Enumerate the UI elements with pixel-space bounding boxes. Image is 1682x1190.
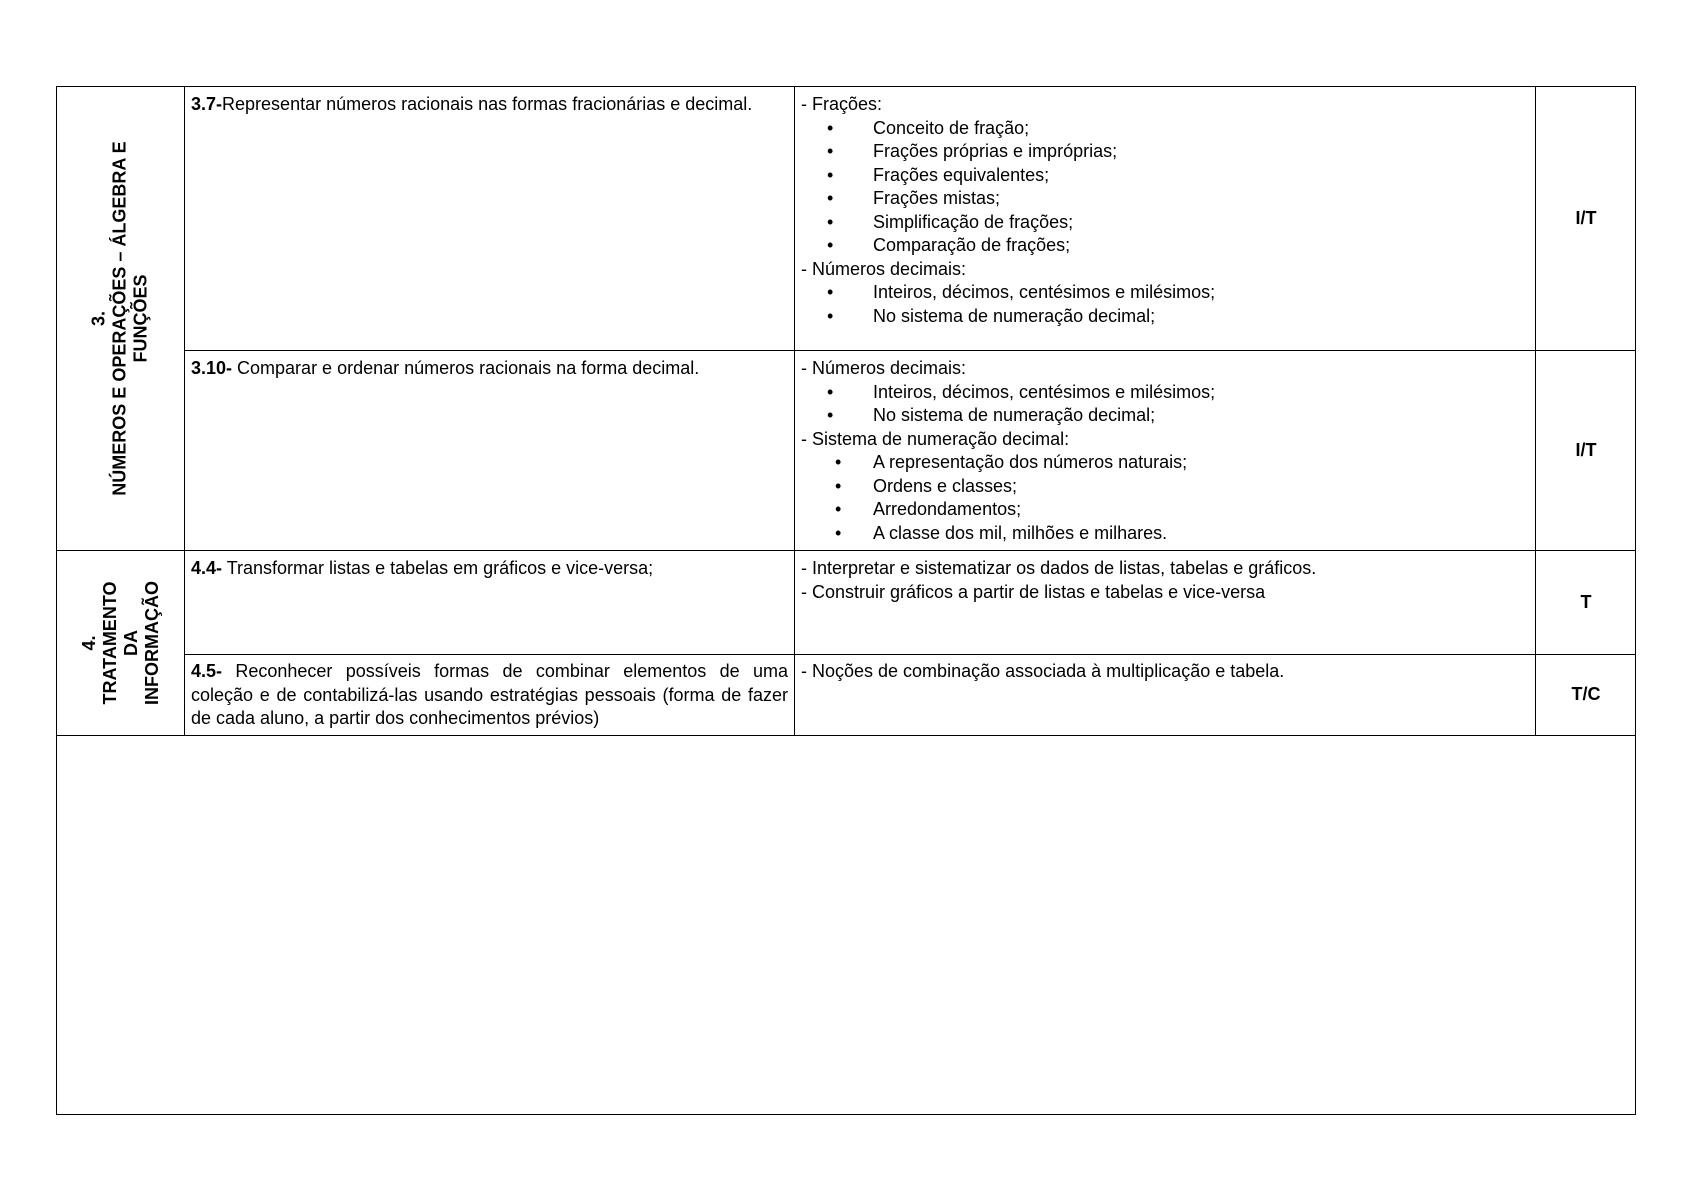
objective-code: 4.5- — [191, 661, 223, 681]
content-heading: - Números decimais: — [801, 358, 967, 378]
curriculum-table — [56, 86, 1636, 1115]
content-line: - Construir gráficos a partir de listas e tabelas e vice-versa — [801, 581, 1266, 602]
area-3-title-line2: FUNÇÕES — [131, 274, 152, 363]
content-heading: - Frações: — [801, 94, 883, 114]
list-item: • Inteiros, décimos, centésimos e milésimos; — [801, 381, 1529, 405]
objective-3-10 — [185, 351, 794, 550]
area-4-title-line3: INFORMAÇÃO — [141, 581, 162, 705]
objective-text: Representar números racionais nas formas fracionárias e decimal. — [222, 94, 753, 114]
list-item: • Frações próprias e impróprias; — [801, 140, 1529, 164]
content-4-5 — [795, 655, 1535, 735]
area-3-title — [57, 87, 184, 550]
list-item: • Inteiros, décimos, centésimos e milésimos; — [801, 281, 1529, 305]
list-item: • A representação dos números naturais; — [801, 451, 1529, 475]
objective-4-4 — [185, 551, 794, 654]
level-4-5 — [1536, 655, 1636, 735]
list-item: • Arredondamentos; — [801, 498, 1529, 522]
area-4-title-line2: DA — [120, 630, 141, 656]
area-4-title-line1: TRATAMENTO — [99, 581, 120, 705]
objective-code: 3.10- — [191, 358, 233, 378]
area-3-title-line1: NÚMEROS E OPERAÇÕES – ÁLGEBRA E — [110, 141, 131, 496]
objective-4-5 — [185, 655, 794, 735]
objective-text: Reconhecer possíveis formas de combinar elementos de uma coleção e de contabilizá-las usando estratégias pessoais (forma de fazer de cada aluno, a partir dos conhecimentos prévios) — [191, 661, 788, 728]
list-item: • Simplificação de frações; — [801, 211, 1529, 235]
empty-section — [57, 736, 1636, 1114]
content-line: - Noções de combinação associada à multiplicação e tabela. — [801, 661, 1285, 681]
content-list — [801, 451, 1529, 545]
content-line: - Interpretar e sistematizar os dados de listas, tabelas e gráficos. — [801, 558, 1317, 578]
objective-code: 4.4- — [191, 558, 223, 578]
content-list — [801, 381, 1529, 428]
objective-text: Comparar e ordenar números racionais na forma decimal. — [232, 358, 700, 378]
level-label: T/C — [1571, 684, 1601, 705]
area-4-title — [57, 551, 184, 735]
content-heading: - Sistema de numeração decimal: — [801, 428, 1070, 449]
objective-code: 3.7- — [191, 94, 223, 114]
content-3-10 — [795, 351, 1535, 550]
level-3-7 — [1536, 87, 1636, 350]
level-label: I/T — [1575, 207, 1597, 228]
list-item: • Frações equivalentes; — [801, 164, 1529, 188]
level-4-4 — [1536, 551, 1636, 654]
content-list — [801, 281, 1529, 328]
content-3-7 — [795, 87, 1535, 350]
list-item: • Conceito de fração; — [801, 117, 1529, 141]
list-item: • Ordens e classes; — [801, 475, 1529, 499]
list-item: • No sistema de numeração decimal; — [801, 404, 1529, 428]
content-heading: - Números decimais: — [801, 258, 967, 279]
level-3-10 — [1536, 351, 1636, 550]
level-label: I/T — [1575, 439, 1597, 460]
objective-text: Transformar listas e tabelas em gráficos e vice-versa; — [222, 558, 654, 578]
list-item: • Frações mistas; — [801, 187, 1529, 211]
level-label: T — [1580, 591, 1592, 612]
area-4-number: 4. — [78, 635, 99, 651]
list-item: • Comparação de frações; — [801, 234, 1529, 258]
list-item: • A classe dos mil, milhões e milhares. — [801, 522, 1529, 546]
content-list — [801, 117, 1529, 258]
objective-3-7 — [185, 87, 794, 350]
list-item: • No sistema de numeração decimal; — [801, 305, 1529, 329]
content-4-4 — [795, 551, 1535, 654]
area-3-number: 3. — [89, 310, 110, 327]
